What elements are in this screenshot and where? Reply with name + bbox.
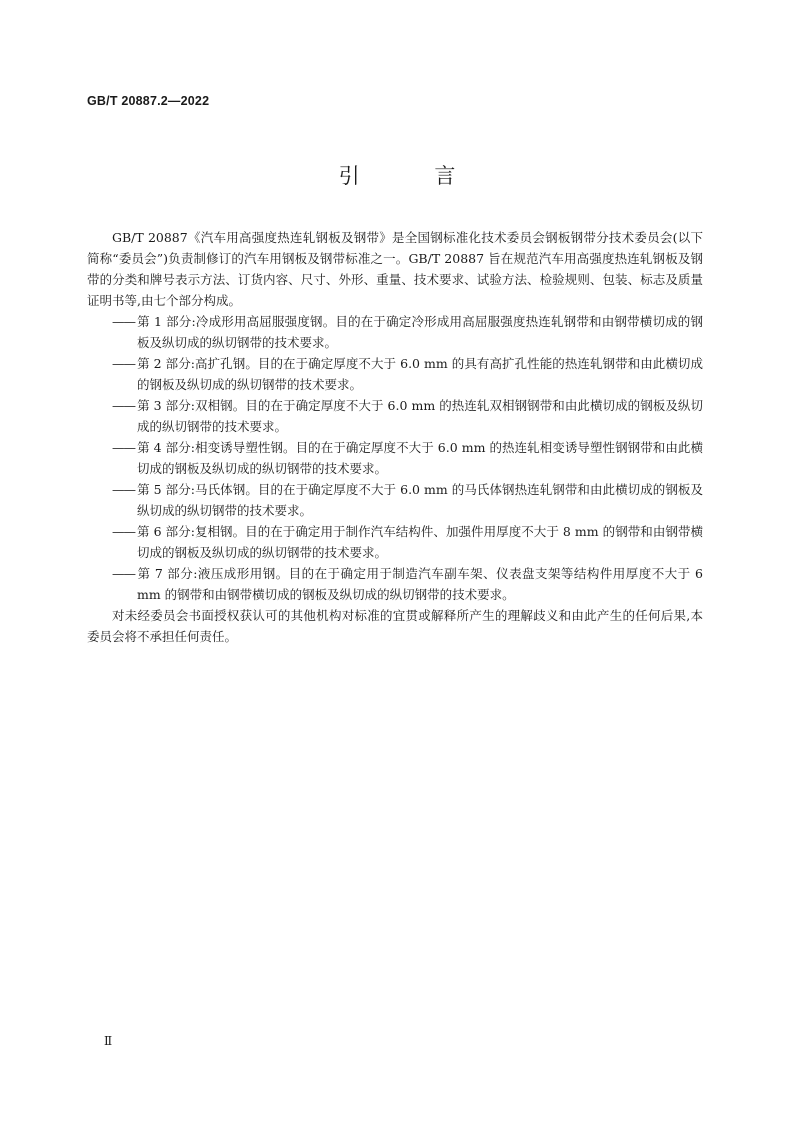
dash-marker: —— [112,482,135,497]
list-item-part-7 [87,563,703,605]
part-2-text: 第 2 部分:高扩孔钢。目的在于确定厚度不大于 6.0 mm 的具有高扩孔性能的热连轧钢带和由此横切成的钢板及纵切成的纵切钢带的技术要求。 [137,356,703,392]
part-7-text: 第 7 部分:液压成形用钢。目的在于确定用于制造汽车副车架、仪表盘支架等结构件用厚度不大于 6 mm 的钢带和由钢带横切成的钢板及纵切成的纵切钢带的技术要求。 [137,566,703,602]
page-title: 引 言 [338,164,490,188]
page-number: Ⅱ [104,1034,113,1048]
dash-marker: —— [112,566,135,581]
list-item-part-6 [87,521,703,563]
list-item-part-1 [87,311,703,353]
intro-paragraph: GB/T 20887《汽车用高强度热连轧钢板及钢带》是全国钢标准化技术委员会钢板钢带分技术委员会(以下简称“委员会”)负责制修订的汽车用钢板及钢带标准之一。GB/T 20887 旨在规范汽车用高强度热连轧钢板及钢带的分类和牌号表示方法、订货内容、尺寸、外形、重量、技术要求、试验方法、检验规则、包装、标志及质量证明书等,由七个部分构成。 [87,230,703,308]
closing-paragraph: 对未经委员会书面授权获认可的其他机构对标准的宜贯或解释所产生的理解歧义和由此产生的任何后果,本委员会将不承担任何责任。 [87,608,703,644]
part-6-text: 第 6 部分:复相钢。目的在于确定用于制作汽车结构件、加强件用厚度不大于 8 mm 的钢带和由钢带横切成的钢板及纵切成的纵切钢带的技术要求。 [137,524,703,560]
dash-marker: —— [112,314,135,329]
part-5-text: 第 5 部分:马氏体钢。目的在于确定厚度不大于 6.0 mm 的马氏体钢热连轧钢带和由此横切成的钢板及纵切成的纵切钢带的技术要求。 [137,482,703,518]
part-1-text: 第 1 部分:冷成形用高屈服强度钢。目的在于确定冷形成用高屈服强度热连轧钢带和由钢带横切成的钢板及纵切成的纵切钢带的技术要求。 [137,314,703,350]
document-body [87,227,703,647]
part-3-text: 第 3 部分:双相钢。目的在于确定厚度不大于 6.0 mm 的热连轧双相钢钢带和由此横切成的钢板及纵切成的纵切钢带的技术要求。 [137,398,703,434]
dash-marker: —— [112,524,135,539]
dash-marker: —— [112,440,135,455]
dash-marker: —— [112,398,135,413]
part-4-text: 第 4 部分:相变诱导塑性钢。目的在于确定厚度不大于 6.0 mm 的热连轧相变诱导塑性钢钢带和由此横切成的钢板及纵切成的纵切钢带的技术要求。 [137,440,703,476]
standard-code: GB/T 20887.2—2022 [87,94,210,108]
list-item-part-5 [87,479,703,521]
list-item-part-3 [87,395,703,437]
list-item-part-4 [87,437,703,479]
dash-marker: —— [112,356,135,371]
list-item-part-2 [87,353,703,395]
